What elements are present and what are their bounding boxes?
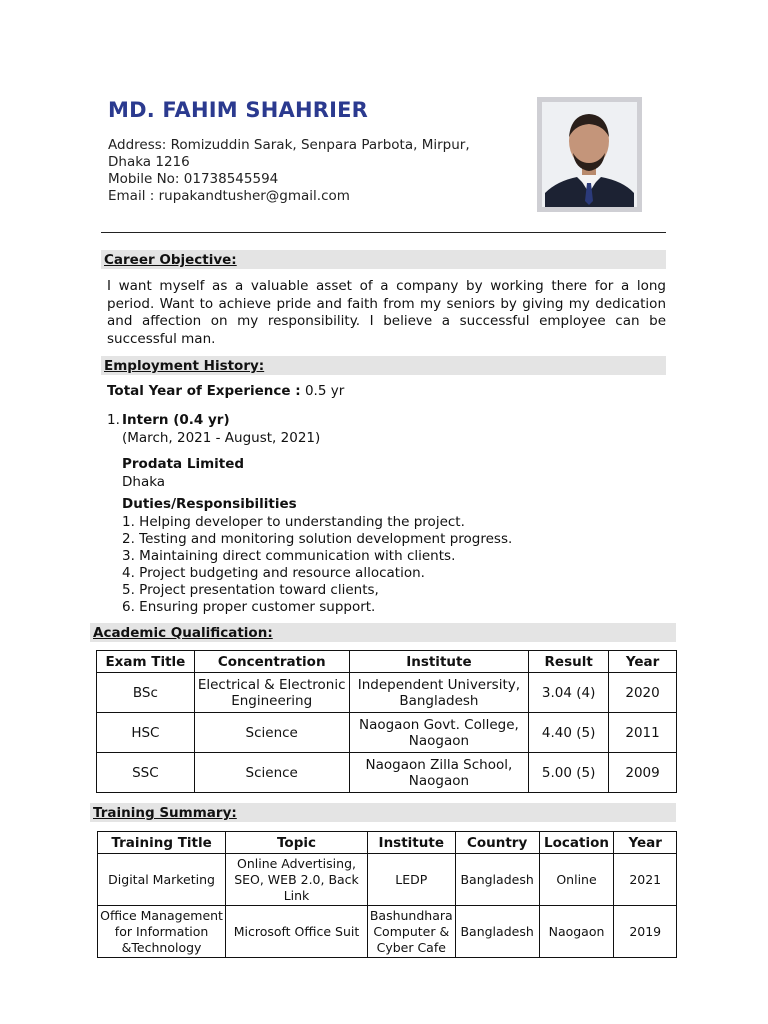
table-cell: HSC	[97, 713, 195, 753]
duty-item: 4. Project budgeting and resource allocation.	[122, 565, 425, 581]
table-row	[97, 753, 677, 793]
table-cell: Digital Marketing	[98, 854, 226, 906]
candidate-name: MD. FAHIM SHAHRIER	[108, 98, 369, 122]
duty-item: 6. Ensuring proper customer support.	[122, 599, 376, 615]
total-experience-value: 0.5 yr	[300, 383, 345, 399]
table-header-row	[97, 651, 677, 673]
duty-item: 2. Testing and monitoring solution development progress.	[122, 531, 513, 547]
table-row	[97, 673, 677, 713]
column-header: Year	[614, 832, 677, 854]
table-cell: Microsoft Office Suit	[226, 906, 368, 958]
table-cell: Bangladesh	[455, 906, 539, 958]
table-cell: Science	[194, 753, 349, 793]
table-cell: Bashundhara Computer & Cyber Cafe	[367, 906, 455, 958]
table-cell: 3.04 (4)	[529, 673, 609, 713]
table-cell: 4.40 (5)	[529, 713, 609, 753]
column-header: Location	[539, 832, 614, 854]
section-heading: Employment History:	[104, 358, 265, 374]
column-header: Topic	[226, 832, 368, 854]
column-header: Training Title	[98, 832, 226, 854]
job-title: Intern (0.4 yr)	[122, 412, 230, 428]
section-employment-history	[101, 356, 666, 375]
table-cell: 2019	[614, 906, 677, 958]
email-address: Email : rupakandtusher@gmail.com	[108, 188, 350, 204]
duty-item: 5. Project presentation toward clients,	[122, 582, 379, 598]
job-period: (March, 2021 - August, 2021)	[122, 430, 321, 446]
table-cell: 2021	[614, 854, 677, 906]
company-name: Prodata Limited	[122, 456, 245, 472]
column-header: Concentration	[194, 651, 349, 673]
table-cell: Bangladesh	[455, 854, 539, 906]
company-location: Dhaka	[122, 474, 166, 490]
section-career-objective	[101, 250, 666, 269]
section-academic-qualification	[90, 623, 676, 642]
section-heading: Career Objective:	[104, 252, 237, 268]
table-cell: SSC	[97, 753, 195, 793]
column-header: Year	[609, 651, 677, 673]
table-cell: Online	[539, 854, 614, 906]
table-cell: 2011	[609, 713, 677, 753]
table-header-row	[98, 832, 677, 854]
profile-photo	[537, 97, 642, 212]
address-line-2: Dhaka 1216	[108, 154, 190, 170]
portrait-image	[537, 97, 642, 212]
column-header: Exam Title	[97, 651, 195, 673]
table-cell: Naogaon	[539, 906, 614, 958]
column-header: Institute	[349, 651, 529, 673]
table-cell: 2009	[609, 753, 677, 793]
table-cell: Electrical & Electronic Engineering	[194, 673, 349, 713]
total-experience-label: Total Year of Experience :	[107, 383, 301, 399]
table-cell: LEDP	[367, 854, 455, 906]
table-cell: Online Advertising, SEO, WEB 2.0, Back Link	[226, 854, 368, 906]
section-training-summary	[90, 803, 676, 822]
header-divider	[101, 232, 666, 233]
table-cell: Naogaon Govt. College, Naogaon	[349, 713, 529, 753]
total-experience	[107, 383, 344, 401]
address-line-1: Address: Romizuddin Sarak, Senpara Parbota, Mirpur,	[108, 137, 470, 153]
table-cell: BSc	[97, 673, 195, 713]
table-cell: Office Management for Information &Technology	[98, 906, 226, 958]
mobile-number: Mobile No: 01738545594	[108, 171, 279, 187]
duty-item: 3. Maintaining direct communication with clients.	[122, 548, 456, 564]
table-cell: 5.00 (5)	[529, 753, 609, 793]
column-header: Institute	[367, 832, 455, 854]
section-heading: Academic Qualification:	[93, 625, 273, 641]
table-row	[98, 854, 677, 906]
table-cell: 2020	[609, 673, 677, 713]
academic-table	[96, 650, 677, 793]
table-cell: Science	[194, 713, 349, 753]
column-header: Result	[529, 651, 609, 673]
duty-item: 1. Helping developer to understanding the project.	[122, 514, 465, 530]
section-heading: Training Summary:	[93, 805, 237, 821]
training-table	[97, 831, 677, 958]
contact-block	[108, 137, 470, 205]
table-cell: Independent University, Bangladesh	[349, 673, 529, 713]
duties-heading: Duties/Responsibilities	[122, 496, 297, 512]
career-objective-text: I want myself as a valuable asset of a company by working there for a long period. Want to achieve pride and faith from my seniors by giving my dedication and affection on my responsibility. I believe a successful employee can be successful man.	[107, 278, 666, 347]
table-cell: Naogaon Zilla School, Naogaon	[349, 753, 529, 793]
table-row	[97, 713, 677, 753]
job-number: 1.	[107, 412, 120, 428]
table-row	[98, 906, 677, 958]
column-header: Country	[455, 832, 539, 854]
